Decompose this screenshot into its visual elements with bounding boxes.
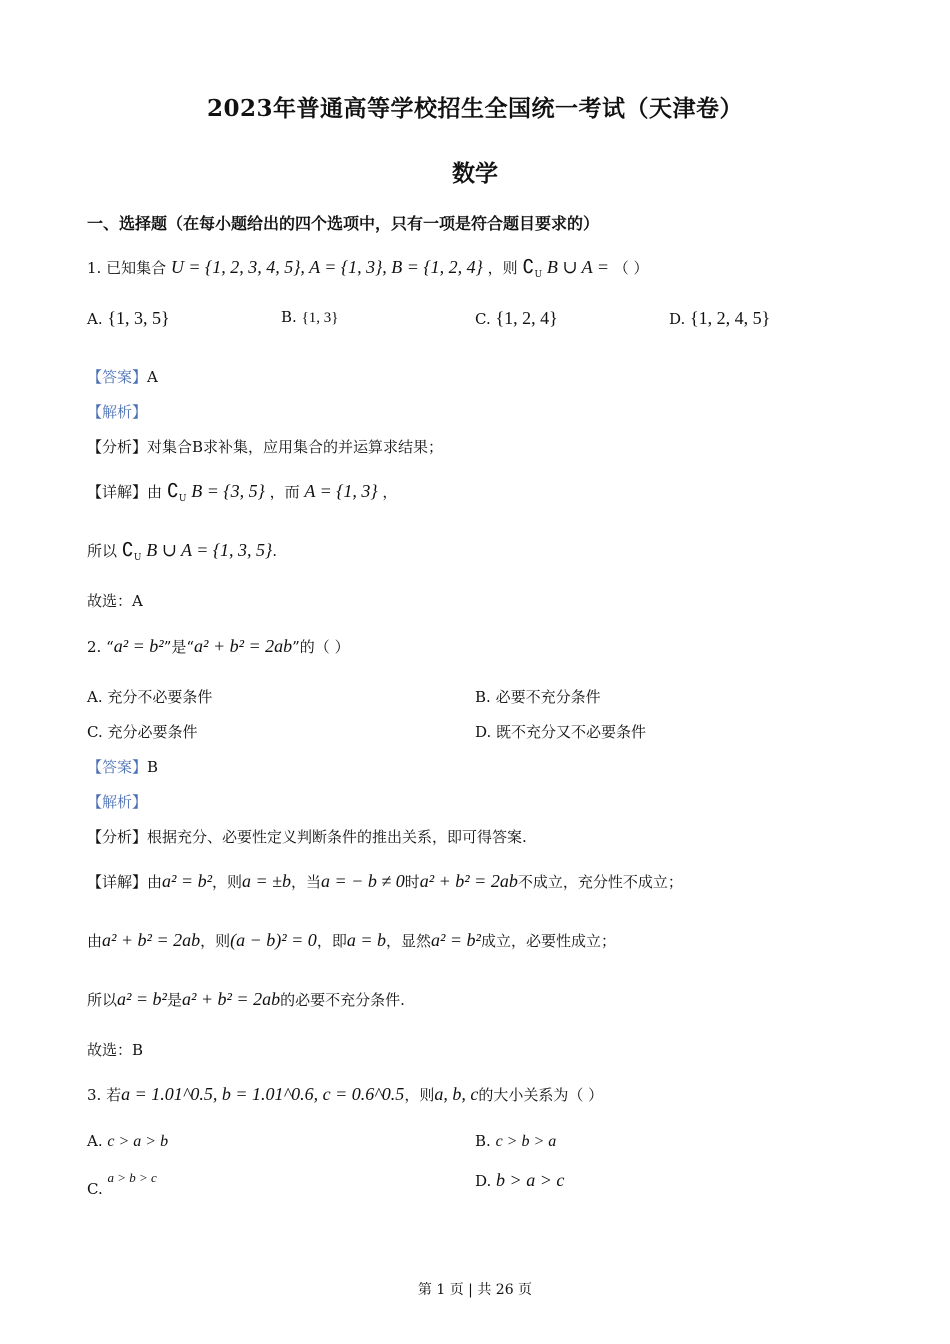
detail-math: a = ±b bbox=[242, 871, 292, 891]
detail-math: a = b bbox=[346, 930, 386, 950]
detail-math: a² = b² bbox=[117, 989, 167, 1009]
detail-text: 由 bbox=[147, 483, 163, 501]
option-label: D. bbox=[475, 723, 492, 741]
answer-tag: 【答案】 bbox=[87, 758, 148, 776]
q2-option-d[interactable] bbox=[475, 721, 646, 742]
answer-tag: 【答案】 bbox=[87, 368, 148, 386]
stem-text: ”的（ ） bbox=[292, 638, 350, 656]
detail-math: a² + b² = 2ab bbox=[102, 930, 201, 950]
stem-text: 的大小关系为（ ） bbox=[478, 1086, 604, 1104]
detail-math: a² = b² bbox=[162, 871, 212, 891]
option-value: {1, 2, 4, 5} bbox=[690, 308, 771, 328]
conclusion-math: B ∪ A = {1, 3, 5} bbox=[146, 540, 273, 560]
detail-math: A = {1, 3} bbox=[304, 481, 378, 501]
conclusion-text: . bbox=[272, 542, 278, 560]
q2-detail-line1 bbox=[87, 871, 683, 892]
q2-option-b[interactable] bbox=[475, 686, 601, 707]
q1-option-b[interactable] bbox=[281, 308, 338, 327]
option-label: A. bbox=[87, 1132, 103, 1150]
complement-icon: $∁_U$ bbox=[121, 539, 142, 563]
q3-option-b[interactable] bbox=[475, 1132, 556, 1151]
stem-math: a, b, c bbox=[434, 1084, 479, 1104]
stem-text: ，则 bbox=[404, 1086, 435, 1104]
q1-fenxi bbox=[87, 436, 443, 457]
detail-tag: 【详解】 bbox=[87, 873, 148, 891]
q2-choose: 故选：B bbox=[87, 1041, 144, 1059]
detail-text: ，则 bbox=[211, 873, 242, 891]
option-value: {1, 2, 4} bbox=[495, 308, 558, 328]
q1-option-d[interactable] bbox=[669, 308, 770, 329]
detail-text: 成立，必要性成立； bbox=[480, 932, 616, 950]
option-label: C. bbox=[475, 310, 491, 328]
complement-icon: $∁_U$ bbox=[166, 480, 187, 504]
q1-answer bbox=[87, 366, 158, 387]
complement-icon: $∁_U$ bbox=[522, 256, 543, 280]
option-label: C. bbox=[87, 723, 103, 741]
q2-detail-line3 bbox=[87, 989, 405, 1010]
detail-text: ，则 bbox=[200, 932, 231, 950]
option-label: B. bbox=[475, 1132, 491, 1150]
q1-detail bbox=[87, 480, 397, 504]
q2-fenxi bbox=[87, 826, 527, 847]
q1-paren: （ ） bbox=[613, 259, 649, 277]
detail-text: ，当 bbox=[291, 873, 322, 891]
stem-math: a = 1.01^0.5, b = 1.01^0.6, c = 0.6^0.5 bbox=[121, 1084, 405, 1104]
q1-stem bbox=[87, 256, 649, 280]
q3-option-d[interactable] bbox=[475, 1170, 564, 1191]
detail-text: 是 bbox=[166, 991, 182, 1009]
q2-detail-line2 bbox=[87, 930, 616, 951]
stem-text: ”是“ bbox=[163, 638, 195, 656]
conclusion-text: 所以 bbox=[87, 542, 118, 560]
option-label: D. bbox=[475, 1172, 492, 1190]
detail-math: a² = b² bbox=[431, 930, 481, 950]
q1-stem-mid: ，则 bbox=[487, 259, 518, 277]
q1-choose: 故选：A bbox=[87, 592, 143, 610]
option-value: {1, 3} bbox=[301, 310, 339, 326]
exam-subject: 数学 bbox=[452, 160, 498, 187]
q1-option-a[interactable] bbox=[87, 308, 170, 329]
q1-stem-prefix: 1. 已知集合 bbox=[87, 259, 167, 277]
answer-value: B bbox=[147, 758, 159, 776]
detail-text: ， bbox=[382, 483, 398, 501]
option-label: A. bbox=[87, 310, 103, 328]
fenxi-text: 对集合B求补集，应用集合的并运算求结果； bbox=[147, 438, 444, 456]
option-value: c > b > a bbox=[495, 1133, 557, 1150]
q1-expr: B ∪ A = bbox=[546, 257, 609, 277]
option-value: 既不充分又不必要条件 bbox=[496, 723, 647, 741]
section-heading: 一、选择题（在每小题给出的四个选项中，只有一项是符合题目要求的） bbox=[87, 214, 600, 233]
q1-analysis-tag: 【解析】 bbox=[87, 403, 148, 421]
option-value: b > a > c bbox=[496, 1170, 565, 1190]
page-footer: 第 1 页 | 共 26 页 bbox=[417, 1282, 533, 1298]
detail-text: 所以 bbox=[87, 991, 118, 1009]
option-label: C. bbox=[87, 1180, 103, 1198]
q1-conclusion bbox=[87, 539, 277, 563]
option-label: A. bbox=[87, 688, 103, 706]
detail-math: B = {3, 5} bbox=[191, 481, 265, 501]
option-value: 充分不必要条件 bbox=[107, 688, 213, 706]
stem-math: a² = b² bbox=[113, 636, 164, 656]
detail-text: 由 bbox=[87, 932, 103, 950]
option-label: B. bbox=[281, 308, 297, 326]
q3-option-c[interactable] bbox=[87, 1170, 157, 1198]
detail-math: a = − b ≠ 0 bbox=[321, 871, 405, 891]
stem-text: 2. “ bbox=[87, 638, 114, 656]
stem-text: 3. 若 bbox=[87, 1086, 122, 1104]
option-label: D. bbox=[669, 310, 686, 328]
option-label: B. bbox=[475, 688, 491, 706]
option-value: 充分必要条件 bbox=[107, 723, 198, 741]
option-value: {1, 3, 5} bbox=[107, 308, 170, 328]
detail-math: a² + b² = 2ab bbox=[181, 989, 281, 1009]
q2-option-c[interactable] bbox=[87, 721, 198, 742]
q1-option-c[interactable] bbox=[475, 308, 558, 329]
detail-tag: 【详解】 bbox=[87, 483, 148, 501]
detail-text: ，显然 bbox=[385, 932, 431, 950]
exam-title: 2023年普通高等学校招生全国统一考试（天津卷） bbox=[206, 95, 743, 122]
q2-option-a[interactable] bbox=[87, 686, 212, 707]
detail-text: ，而 bbox=[269, 483, 300, 501]
detail-math: a² + b² = 2ab bbox=[419, 871, 518, 891]
stem-math: a² + b² = 2ab bbox=[194, 636, 293, 656]
fenxi-tag: 【分析】 bbox=[87, 438, 148, 456]
detail-text: 不成立，充分性不成立； bbox=[517, 873, 683, 891]
option-value: c > a > b bbox=[107, 1133, 169, 1150]
detail-text: 的必要不充分条件. bbox=[280, 991, 405, 1009]
q3-stem bbox=[87, 1084, 603, 1105]
q2-stem bbox=[87, 636, 350, 657]
detail-text: ，即 bbox=[316, 932, 347, 950]
q2-answer bbox=[87, 756, 158, 777]
detail-text: 时 bbox=[404, 873, 420, 891]
fenxi-tag: 【分析】 bbox=[87, 828, 148, 846]
q2-analysis-tag: 【解析】 bbox=[87, 793, 148, 811]
detail-text: 由 bbox=[147, 873, 163, 891]
q1-sets: U = {1, 2, 3, 4, 5}, A = {1, 3}, B = {1, 2, 4} bbox=[170, 257, 483, 277]
detail-math: (a − b)² = 0 bbox=[230, 930, 317, 950]
fenxi-text: 根据充分、必要性定义判断条件的推出关系，即可得答案. bbox=[147, 828, 527, 846]
answer-value: A bbox=[147, 368, 158, 386]
option-value: 必要不充分条件 bbox=[495, 688, 601, 706]
option-value: a > b > c bbox=[107, 1170, 157, 1185]
q3-option-a[interactable] bbox=[87, 1132, 168, 1151]
